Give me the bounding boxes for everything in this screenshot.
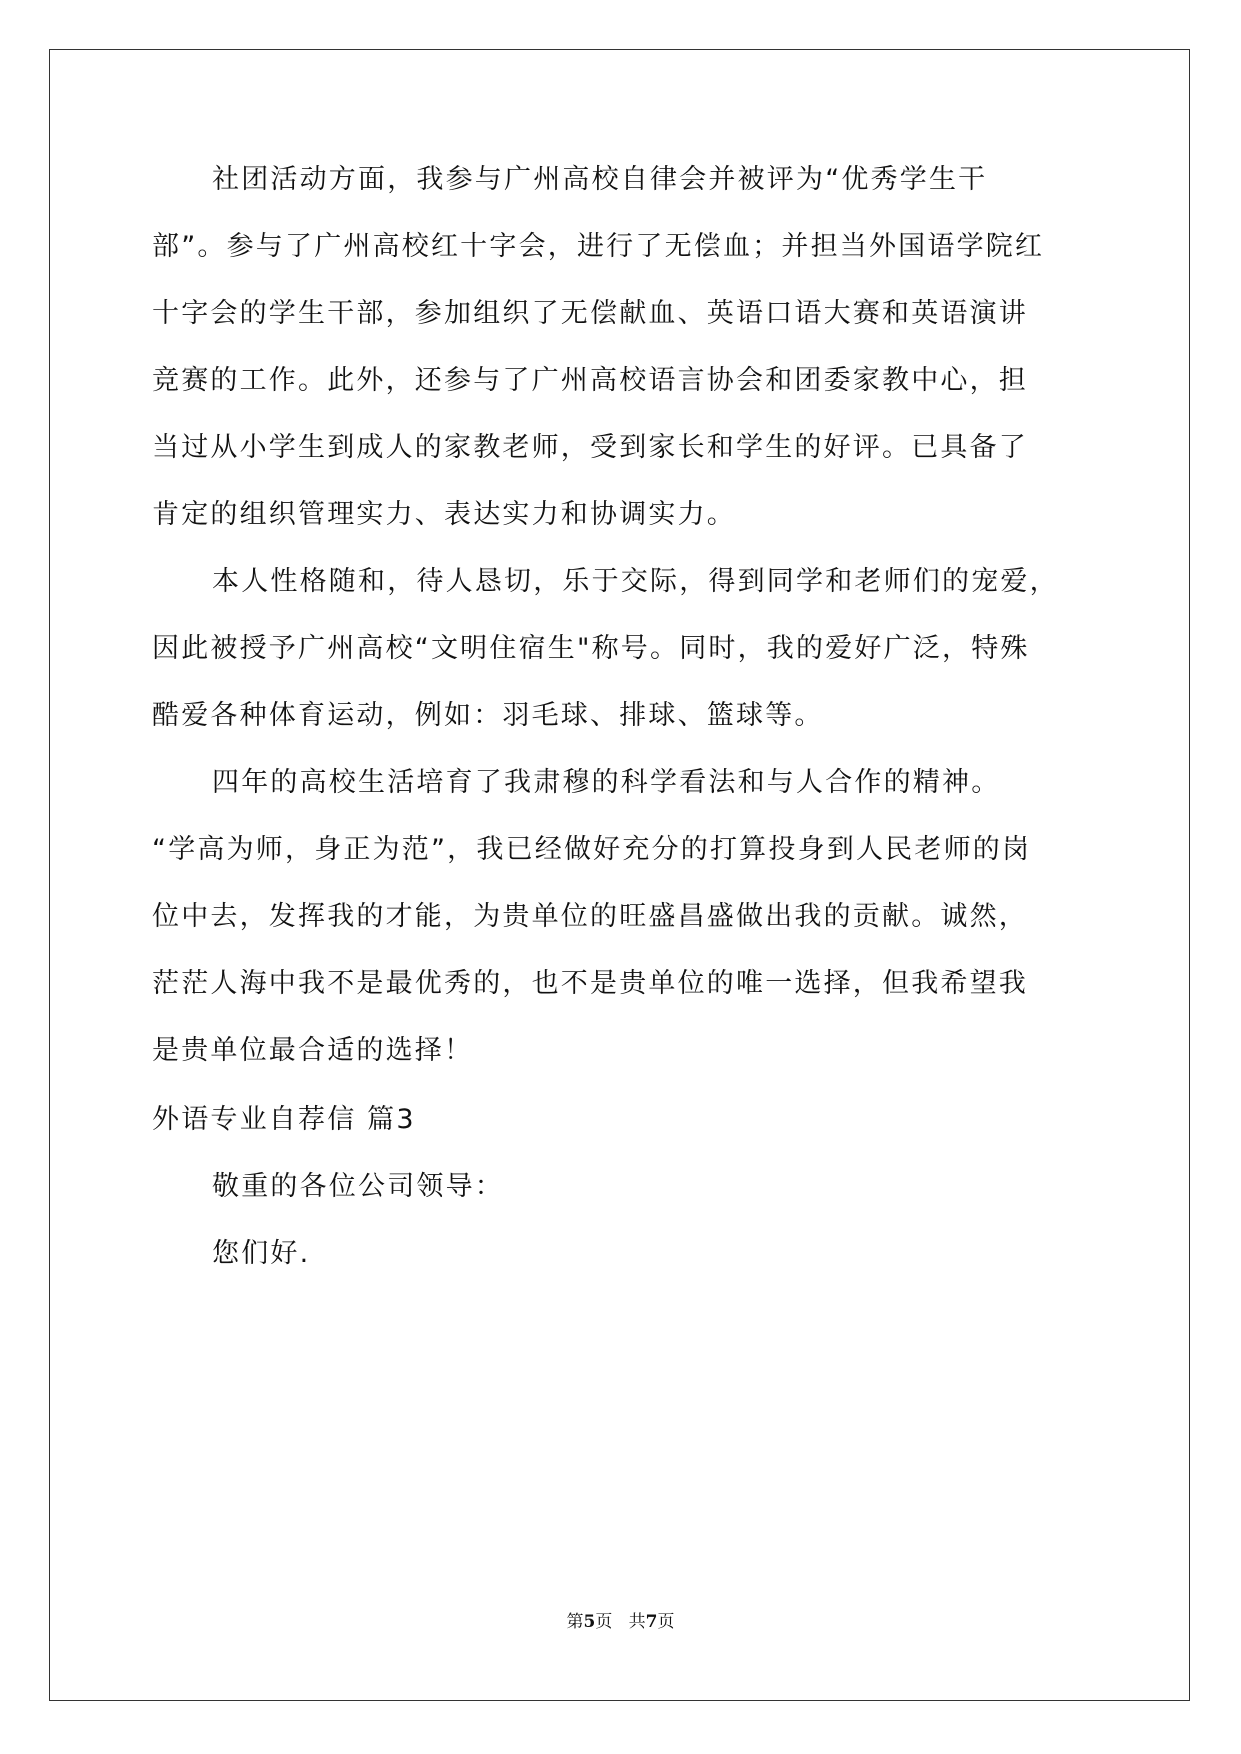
paragraph-line: 社团活动方面，我参与广州高校自律会并被评为“优秀学生干 [212,164,988,195]
paragraph-line: 部”。参与了广州高校红十字会，进行了无偿血；并担当外国语学院红 [152,231,1045,262]
paragraph-line: 因此被授予广州高校“文明住宿生"称号。同时，我的爱好广泛，特殊 [152,633,1030,664]
paragraph-line: 肯定的组织管理实力、表达实力和协调实力。 [152,499,736,530]
footer-total-label: 页 [657,1612,675,1632]
paragraph-line: 当过从小学生到成人的家教老师，受到家长和学生的好评。已具备了 [152,432,1028,463]
footer-page-number: 5 [583,1612,596,1632]
footer-page-label: 页 [595,1612,613,1632]
paragraph-line: “学高为师，身正为范”，我已经做好充分的打算投身到人民老师的岗 [152,834,1032,865]
paragraph-line: 位中去，发挥我的才能，为贵单位的旺盛昌盛做出我的贡献。诚然， [152,901,1028,932]
paragraph-line: 酷爱各种体育运动，例如：羽毛球、排球、篮球等。 [152,700,824,731]
footer-total-prefix: 共 [628,1612,646,1632]
paragraph-line: 十字会的学生干部，参加组织了无偿献血、英语口语大赛和英语演讲 [152,298,1028,329]
paragraph-line: 竞赛的工作。此外，还参与了广州高校语言协会和团委家教中心，担 [152,365,1028,396]
salutation: 敬重的各位公司领导： [212,1171,504,1202]
paragraph-line: 茫茫人海中我不是最优秀的，也不是贵单位的唯一选择，但我希望我 [152,968,1028,999]
paragraph-line: 四年的高校生活培育了我肃穆的科学看法和与人合作的精神。 [212,767,1001,798]
footer-total-pages: 7 [645,1612,658,1632]
footer-prefix: 第 [566,1612,584,1632]
paragraph-line: 是贵单位最合适的选择！ [152,1035,474,1066]
page-footer [0,1611,1241,1633]
greeting: 您们好. [212,1238,311,1269]
section-heading: 外语专业自荐信 篇3 [152,1104,416,1135]
paragraph-line: 本人性格随和，待人恳切，乐于交际，得到同学和老师们的宠爱， [212,566,1059,597]
